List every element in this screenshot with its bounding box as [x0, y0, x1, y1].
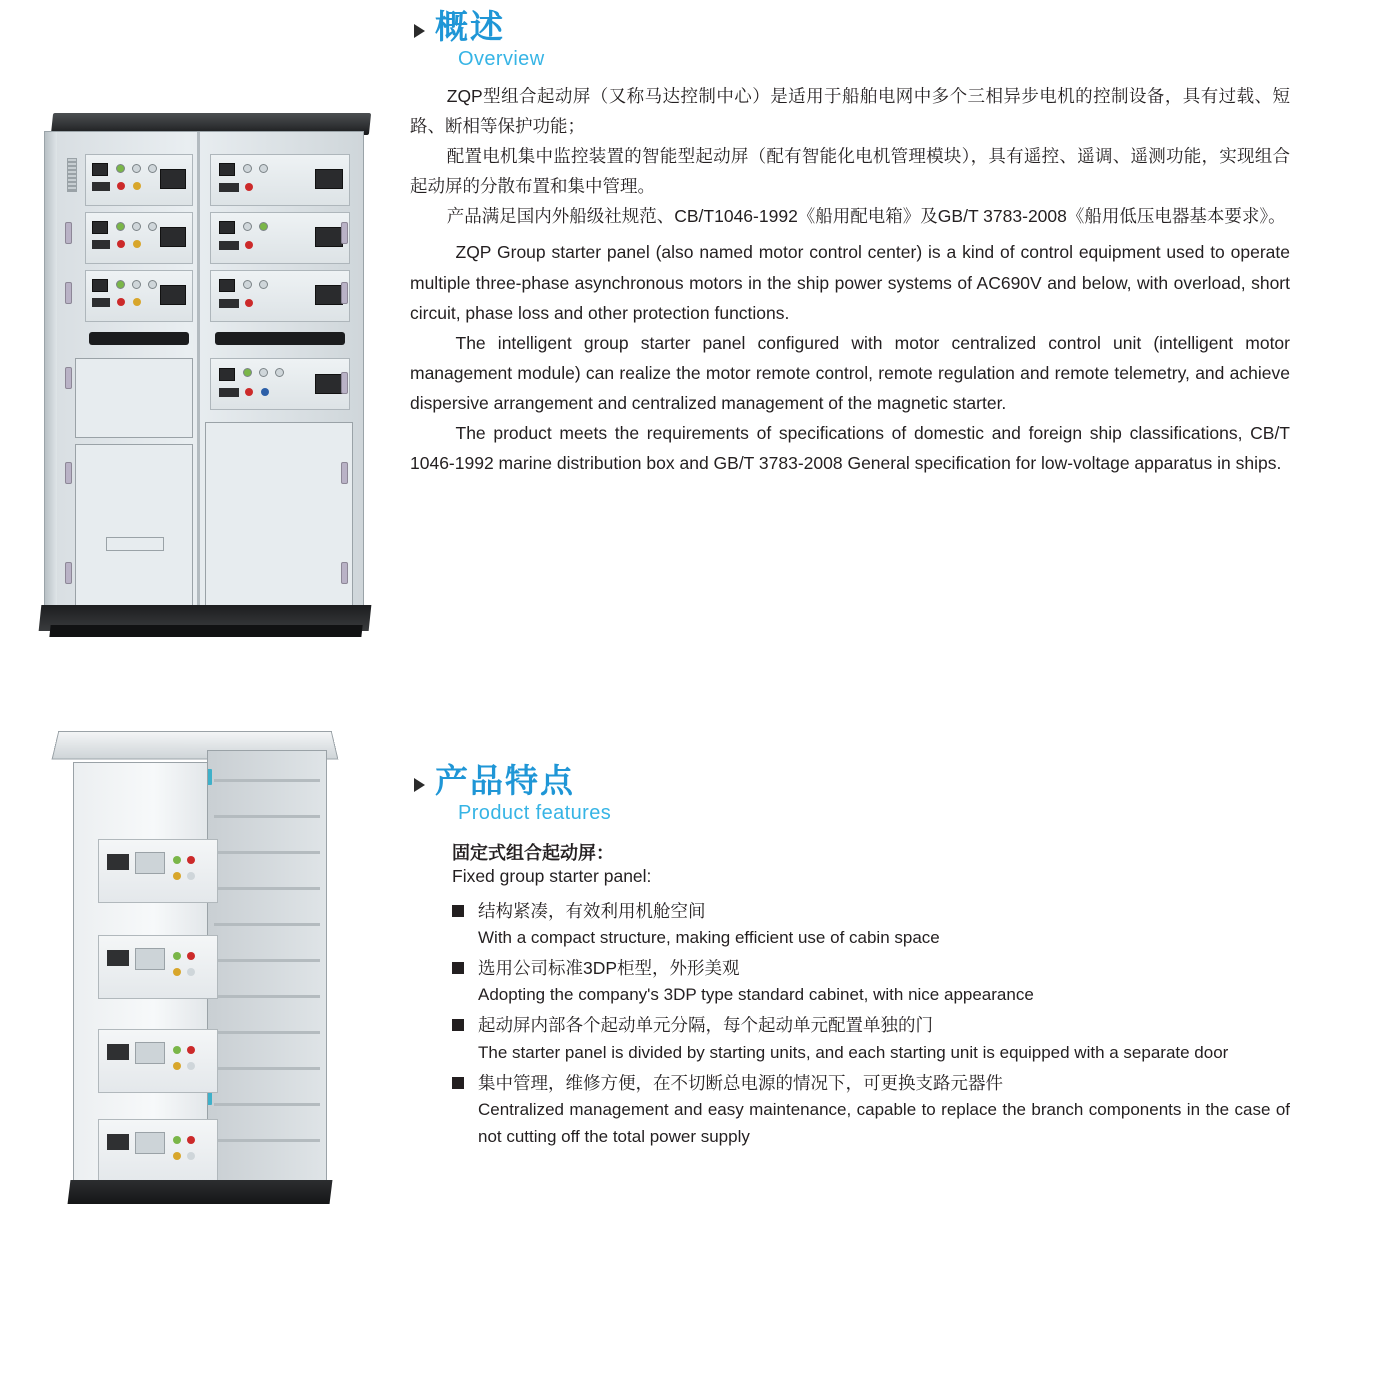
feature-text-en: Adopting the company's 3DP type standard cabinet, with nice appearance [478, 985, 1034, 1005]
feature-text-en: The starter panel is divided by starting units, and each starting unit is equipped with a separate door [478, 1042, 1229, 1062]
list-item [452, 897, 1290, 952]
list-item [452, 1069, 1290, 1151]
section-features-title-cn: 产品特点 [435, 762, 575, 799]
feature-text-cn: 集中管理，维修方便，在不切断总电源的情况下，可更换支路元器件 [452, 1069, 1290, 1097]
door-handle[interactable] [65, 462, 72, 484]
overview-paragraph-en: The intelligent group starter panel configured with motor centralized control unit (intelligent motor management module) can realize the motor remote control, remote regulation and remote telemetry, and achieve dispersive arrangement and centralized management of the magnetic starter. [410, 332, 1290, 413]
figures-column [0, 0, 400, 1379]
cabinet-shadow [49, 625, 362, 637]
cabinet-front-doors [73, 762, 208, 1182]
overview-paragraph-cn: 配置电机集中监控装置的智能型起动屏（配有智能化电机管理模块），具有遥控、遥调、遥测功能，实现组合起动屏的分散布置和集中管理。 [410, 146, 1290, 197]
overview-paragraph-en: ZQP Group starter panel (also named motor control center) is a kind of control equipment used to operate multiple three-phase asynchronous motors in the ship power systems of AC690V and below, with overload, short circuit, phase loss and other protection functions. [410, 242, 1290, 323]
section-overview-heading [410, 8, 1290, 46]
starter-unit-cell [98, 1029, 218, 1093]
door-handle[interactable] [65, 222, 72, 244]
feature-text-en: Centralized management and easy maintenance, capable to replace the branch components in the case of not cutting off the total power supply [478, 1099, 1290, 1146]
starter-unit-cell [98, 935, 218, 999]
text-column [410, 0, 1290, 1379]
overview-paragraph-cn: 产品满足国内外船级社规范、CB/T1046-1992《船用配电箱》及GB/T 3783-2008《船用低压电器基本要求》。 [446, 206, 1286, 227]
door-handle[interactable] [341, 222, 348, 244]
cabinet-side-panel [207, 750, 327, 1195]
feature-text-cn: 选用公司标准3DP柜型，外形美观 [452, 954, 1290, 982]
starter-unit-cell [210, 358, 350, 410]
starter-unit-cell [210, 212, 350, 264]
door-handle[interactable] [341, 462, 348, 484]
cabinet-body [44, 131, 364, 611]
ventilation-louver [215, 332, 345, 345]
starter-unit-cell [85, 154, 193, 206]
starter-unit-cell [98, 1119, 218, 1183]
starter-unit-cell [98, 839, 218, 903]
section-features-title-en: Product features [458, 801, 612, 824]
door-handle[interactable] [341, 562, 348, 584]
overview-paragraph-en: The product meets the requirements of specifications of domestic and foreign ship classifications, CB/T 1046-1992 marine distribution box and GB/T 3783-2008 General specification for low-voltage apparatus in ships. [410, 422, 1290, 474]
cabinet-plinth [68, 1180, 333, 1204]
starter-unit-cell [85, 270, 193, 322]
starter-unit-cell [210, 154, 350, 206]
section-overview-title-en: Overview [458, 47, 545, 70]
door-handle[interactable] [341, 282, 348, 304]
figure-group-starter-panel-front [30, 105, 380, 645]
section-features-heading [410, 762, 1290, 800]
triangle-bullet-icon [414, 24, 425, 38]
list-item [452, 1011, 1290, 1066]
nameplate [106, 537, 164, 551]
door-handle[interactable] [65, 367, 72, 389]
bay-divider [197, 132, 200, 610]
door-handle[interactable] [341, 372, 348, 394]
overview-body-cn [410, 81, 1290, 231]
features-list [452, 897, 1290, 1151]
lower-door-panel [205, 422, 353, 612]
triangle-bullet-icon [414, 778, 425, 792]
list-item [452, 954, 1290, 1009]
feature-text-cn: 起动屏内部各个起动单元分隔，每个起动单元配置单独的门 [452, 1011, 1290, 1039]
section-product-features [410, 762, 1290, 1153]
figure-group-starter-panel-angle [55, 720, 345, 1240]
door-handle[interactable] [65, 282, 72, 304]
overview-body-en [410, 237, 1290, 478]
section-overview [410, 8, 1290, 478]
features-subtitle-en: Fixed group starter panel: [452, 865, 652, 886]
starter-unit-cell [210, 270, 350, 322]
lower-door-panel [75, 444, 193, 612]
blank-door-panel [75, 358, 193, 438]
door-handle[interactable] [65, 562, 72, 584]
feature-text-en: With a compact structure, making efficient use of cabin space [478, 928, 940, 948]
overview-paragraph-cn: ZQP型组合起动屏（又称马达控制中心）是适用于船舶电网中多个三相异步电机的控制设备，具有过载、短路、断相等保护功能； [410, 85, 1290, 137]
starter-unit-cell [85, 212, 193, 264]
ventilation-louver [89, 332, 189, 345]
features-subtitle-cn: 固定式组合起动屏： [452, 842, 614, 863]
vent-grille-icon [67, 158, 77, 192]
feature-text-cn: 结构紧凑，有效利用机舱空间 [452, 897, 1290, 925]
section-overview-title-cn: 概述 [435, 8, 505, 45]
